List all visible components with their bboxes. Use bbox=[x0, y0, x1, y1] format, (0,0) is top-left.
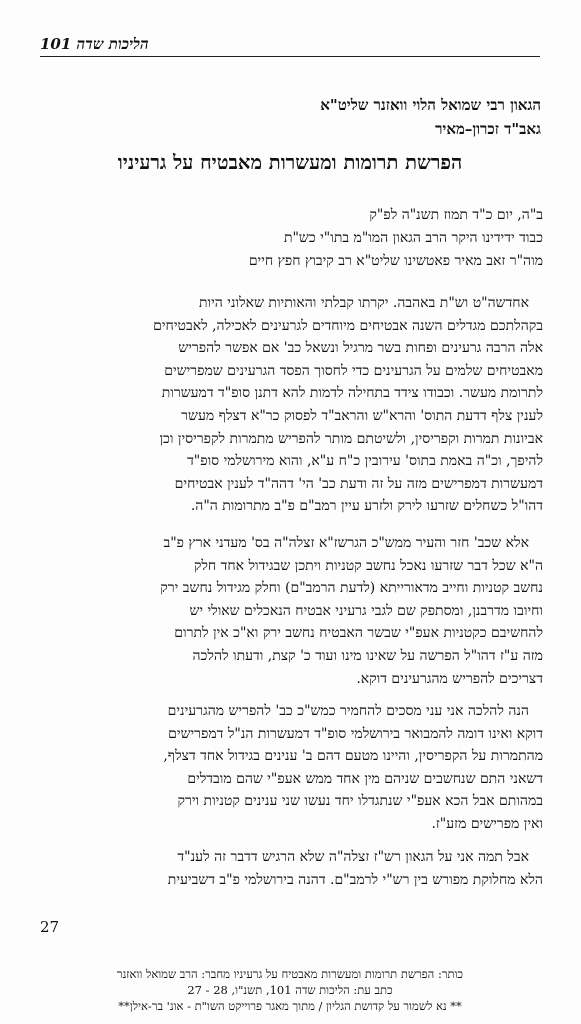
text-line: דשאני התם שנחשבים שניהם מין אחד ממש אעפ"י שהם מובדלים bbox=[187, 770, 543, 787]
text-line: דצריכים להפריש מהגרעינים דוקא. bbox=[356, 670, 543, 687]
text-line: מזה ע"ז דהו"ל הפרשה על שאינו מינו ועוד כ' קצת, ודעתו להלכה bbox=[192, 647, 543, 664]
body-paragraph bbox=[38, 292, 543, 518]
text-line: וחיובו מדרבנן, ומסתפק שם לגבי גרעיני אבטיח הנאכלים שאולי יש bbox=[189, 602, 543, 619]
text-line: אלא שכב' חזר והעיר ממש"כ הגרשז"א זצלה"ה בס' מעדני ארץ פ"ב bbox=[163, 535, 529, 551]
author-block bbox=[41, 93, 541, 141]
text-line: אבל תמה אני על הגאון רש"ז זצלה"ה שלא הרגיש דדבר זה לענ"ד bbox=[177, 849, 529, 865]
text-line: להחשיבם כקטניות אעפ"י שבשר האבטיח נחשב ירק וא"כ אין לתרום bbox=[174, 625, 543, 642]
page-number: 27 bbox=[40, 918, 60, 936]
text-line: אביונות תמרות וקפריסין, ולשיטתם מותר להפריש מתמרות לקפריסין וכן bbox=[159, 430, 543, 447]
text-line: דמעשרות דמפרישים מזה על זה ודעת כב' הי' דהה"ד לענין אבטיחים bbox=[174, 475, 543, 492]
body-paragraph bbox=[38, 700, 543, 836]
text-line: דוקא ואינו דומה להמבואר בירושלמי סופ"ד דמעשרות הנ"ל דמפרישים bbox=[168, 725, 543, 742]
text-line: להיפך, וכ"ה באמת בתוס' עירובין כ"ח ע"א, והוא מירושלמי סופ"ד bbox=[187, 453, 543, 470]
footer-citation-line: כותר: הפרשת תרומות ומעשרות מאבטיח על גרעיניו מחבר: הרב שמואל וואזנר bbox=[116, 967, 464, 981]
text-line: אחדשה"ט וש"ת באהבה. יקרתו קבלתי והאותיות שאלוני היות bbox=[199, 295, 529, 311]
text-line: הלא מחלוקת מפורש בין רש"י לרמב"ם. דהנה בירושלמי פ"ב דשביעית bbox=[167, 871, 543, 888]
letter-recipient: מוה"ר זאב מאיר פאטשינו שליט"א רב קיבוץ חפץ חיים bbox=[248, 253, 543, 269]
letter-greeting bbox=[38, 204, 543, 273]
text-line: לתרומת מעשר. וכבודו צידד בתחילה לדמות להא דתנן סופ"ד דמעשרות bbox=[161, 385, 543, 402]
text-line: ה"א שכל דבר שזרעו נאכל נחשב קטניות ויתכן שבגידול אחד חלק bbox=[193, 557, 543, 574]
footer-journal-line: כתב עת: הליכות שדה 101, תשנ"ו, 28 - 27 bbox=[187, 983, 393, 997]
author-name: הגאון רבי שמואל הלוי וואזנר שליט"א bbox=[320, 96, 541, 114]
text-line: דהו"ל כשחלים שזרעו לירק ולזרע עיין רמב"ם פ"ב מתרומות ה"ה. bbox=[190, 498, 543, 515]
text-line: הנה להלכה אני עני מסכים להחמיר כמש"כ כב' להפריש מהגרעינים bbox=[167, 703, 529, 719]
text-line: נחשב קטניות וחייב מדאורייתא (לדעת הרמב"ם) וחלק מגידול נחשב ירק bbox=[160, 580, 543, 597]
text-line: ואין מפרישים מזע"ז. bbox=[431, 815, 543, 832]
letter-date: ב"ה, יום כ"ד תמוז תשנ"ה לפ"ק bbox=[369, 207, 543, 223]
letter-salutation: כבוד ידידינו היקר הרב הגאון המו"מ בתו"י כש"ת bbox=[283, 230, 543, 246]
article-title: הפרשת תרומות ומעשרות מאבטיח על גרעיניו bbox=[117, 151, 463, 174]
text-line: במהותם אבל הכא אעפ"י שנתגדלו יחד נעשו שני ענינים קטניות וירק bbox=[177, 793, 543, 810]
citation-footer bbox=[40, 966, 540, 1014]
running-header bbox=[40, 32, 540, 57]
text-line: אלה הרבה גרעינים ופחות בשר מרגיל ונשאל כב' אם אפשר להפריש bbox=[178, 340, 543, 357]
text-line: לענין צלף דדעת התוס' והרא"ש והראב"ד לפסוק כר"א דצלף מעשר bbox=[181, 407, 543, 424]
text-line: מאבטיחים שלמים על הגרעינים כדי לחסוך הפסד הגרעינים שמפרישים bbox=[164, 362, 543, 379]
running-header-title: הליכות שדה 101 bbox=[40, 35, 149, 53]
author-title: גאב"ד זכרון–מאיר bbox=[435, 120, 541, 138]
text-line: בקהלתכם מגדלים השנה אבטיחים מיוחדים לגרעינים לאכילה, לאבטיחים bbox=[153, 317, 543, 334]
footer-notice-line: ** נא לשמור על קדושת הגליון / מתוך מאגר פרוייקט השו"ת - אונ' בר-אילן** bbox=[118, 999, 462, 1013]
body-paragraph bbox=[38, 532, 543, 690]
text-line: מהתמרות על הקפריסין, והיינו מטעם דהם ב' ענינים בגידול אחד דצלף, bbox=[163, 748, 543, 765]
body-paragraph bbox=[38, 846, 543, 891]
